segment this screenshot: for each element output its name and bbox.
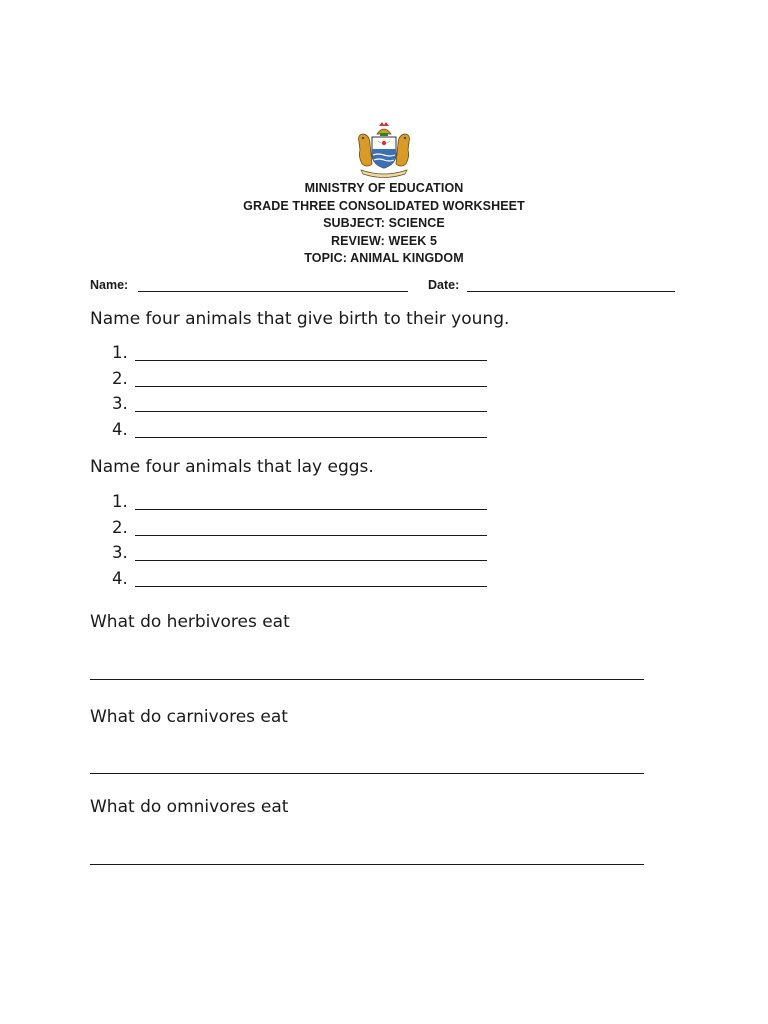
item-number: 4. — [112, 569, 128, 588]
item-number: 2. — [112, 369, 128, 388]
date-field[interactable] — [467, 291, 675, 292]
list-item — [112, 420, 134, 439]
date-label: Date: — [428, 278, 460, 292]
list-item — [112, 492, 134, 511]
answer-line-herbivores[interactable] — [90, 679, 644, 680]
worksheet-title: GRADE THREE CONSOLIDATED WORKSHEET — [243, 198, 525, 213]
answer-line[interactable] — [135, 560, 487, 561]
answer-line[interactable] — [135, 586, 487, 587]
list-item — [112, 394, 134, 413]
question-eggs: Name four animals that lay eggs. — [90, 457, 374, 477]
review-line: REVIEW: WEEK 5 — [330, 233, 438, 248]
item-number: 1. — [112, 343, 128, 362]
list-item — [112, 369, 134, 388]
question-herbivores: What do herbivores eat — [90, 612, 290, 632]
ministry-title: MINISTRY OF EDUCATION — [304, 181, 464, 195]
list-item — [112, 543, 134, 562]
coat-of-arms-logo — [353, 120, 415, 178]
subject-line: SUBJECT: SCIENCE — [323, 216, 445, 231]
answer-line[interactable] — [135, 360, 487, 361]
answer-line[interactable] — [135, 411, 487, 412]
name-label: Name: — [90, 278, 129, 292]
answer-line[interactable] — [135, 437, 487, 438]
answer-line[interactable] — [135, 386, 487, 387]
answer-line-carnivores[interactable] — [90, 773, 644, 774]
list-item — [112, 343, 134, 362]
name-field[interactable] — [138, 291, 408, 292]
item-number: 4. — [112, 420, 128, 439]
answer-line[interactable] — [135, 509, 487, 510]
topic-line: TOPIC: ANIMAL KINGDOM — [304, 251, 464, 266]
answer-line[interactable] — [135, 535, 487, 536]
name-date-row — [90, 278, 690, 298]
question-birth: Name four animals that give birth to their young. — [90, 309, 510, 329]
worksheet-header — [0, 180, 768, 268]
item-number: 3. — [112, 543, 128, 562]
answer-line-omnivores[interactable] — [90, 864, 644, 865]
list-item — [112, 569, 134, 588]
item-number: 1. — [112, 492, 128, 511]
list-item — [112, 518, 134, 537]
item-number: 3. — [112, 394, 128, 413]
item-number: 2. — [112, 518, 128, 537]
question-omnivores: What do omnivores eat — [90, 797, 289, 817]
question-carnivores: What do carnivores eat — [90, 707, 288, 727]
